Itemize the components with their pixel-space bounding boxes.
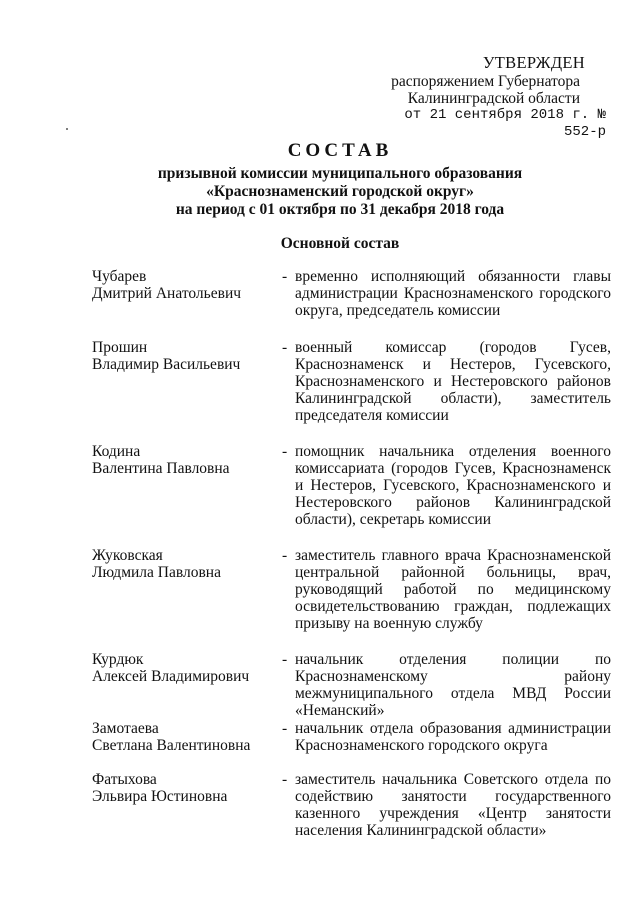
member-surname: Кодина: [92, 443, 141, 460]
member-surname: Чубарев: [92, 268, 147, 285]
member-role: помощник начальника отделения военного комиссариата (городов Гусев, Краснознаменск и Нестеров, Гусевского, Краснознаменского и Нестеровского районов Калининградской области), секретарь комиссии: [295, 443, 611, 528]
member-role: временно исполняющий обязанности главы администрации Краснознаменского городского округа, председатель комиссии: [295, 268, 611, 319]
document-heading: [60, 142, 620, 219]
member-surname: Замотаева: [92, 720, 159, 737]
member-given-names: Алексей Владимирович: [92, 668, 250, 685]
member-given-names: Эльвира Юстиновна: [92, 788, 228, 805]
member-dash: -: [282, 443, 288, 460]
member-dash: -: [282, 720, 288, 737]
member-given-names: Валентина Павловна: [92, 460, 230, 477]
approved-region-line: Калининградской области: [407, 90, 580, 107]
member-surname: Прошин: [92, 339, 148, 356]
member-role: начальник отдела образования администрации Краснознаменского городского округа: [295, 720, 611, 754]
heading-line-1: призывной комиссии муниципального образования: [157, 165, 523, 182]
member-given-names: Светлана Валентиновна: [92, 737, 251, 754]
member-dash: -: [282, 771, 288, 788]
approved-order-line: от 21 сентября 2018 г. № 552-р: [404, 107, 606, 140]
member-given-names: Владимир Васильевич: [92, 356, 241, 373]
approved-word: УТВЕРЖДЕН: [482, 53, 585, 72]
member-role: заместитель начальника Советского отдела по содействию занятости государственного казенного учреждения «Центр занятости населения Калининградской области»: [295, 771, 611, 839]
member-name: [92, 547, 272, 581]
member-surname: Курдюк: [92, 651, 144, 668]
scan-speck: [66, 128, 68, 130]
member-role: заместитель главного врача Краснознаменской центральной районной больницы, врач, руководящий работой по медицинскому освидетельствованию граждан, подлежащих призыву на военную службу: [295, 547, 611, 632]
member-name: [92, 268, 272, 302]
approval-stamp: [370, 54, 620, 141]
member-name: [92, 720, 272, 754]
member-dash: -: [282, 547, 288, 564]
member-dash: -: [282, 339, 288, 356]
approved-by-line: распоряжением Губернатора: [391, 73, 580, 90]
member-name: [92, 651, 272, 685]
heading-line-2: «Краснознаменский городской округ»: [206, 183, 474, 200]
member-given-names: Дмитрий Анатольевич: [92, 285, 242, 302]
member-name: [92, 339, 272, 373]
member-name: [92, 771, 272, 805]
member-given-names: Людмила Павловна: [92, 564, 221, 581]
member-surname: Фатыхова: [92, 771, 157, 788]
document-title: СОСТАВ: [287, 140, 393, 161]
section-title: Основной состав: [280, 235, 400, 252]
member-surname: Жуковская: [92, 547, 163, 564]
heading-line-3: на период с 01 октября по 31 декабря 2018 года: [175, 201, 505, 218]
member-role: военный комиссар (городов Гусев, Краснознаменск и Нестеров, Гусевского, Краснознаменского и Нестеровского районов Калининградской области), заместитель председателя комиссии: [295, 339, 611, 424]
member-name: [92, 443, 272, 477]
member-dash: -: [282, 651, 288, 668]
member-dash: -: [282, 268, 288, 285]
member-role: начальник отделения полиции по Краснознаменскому району межмуниципального отдела МВД России «Неманский»: [295, 651, 611, 719]
